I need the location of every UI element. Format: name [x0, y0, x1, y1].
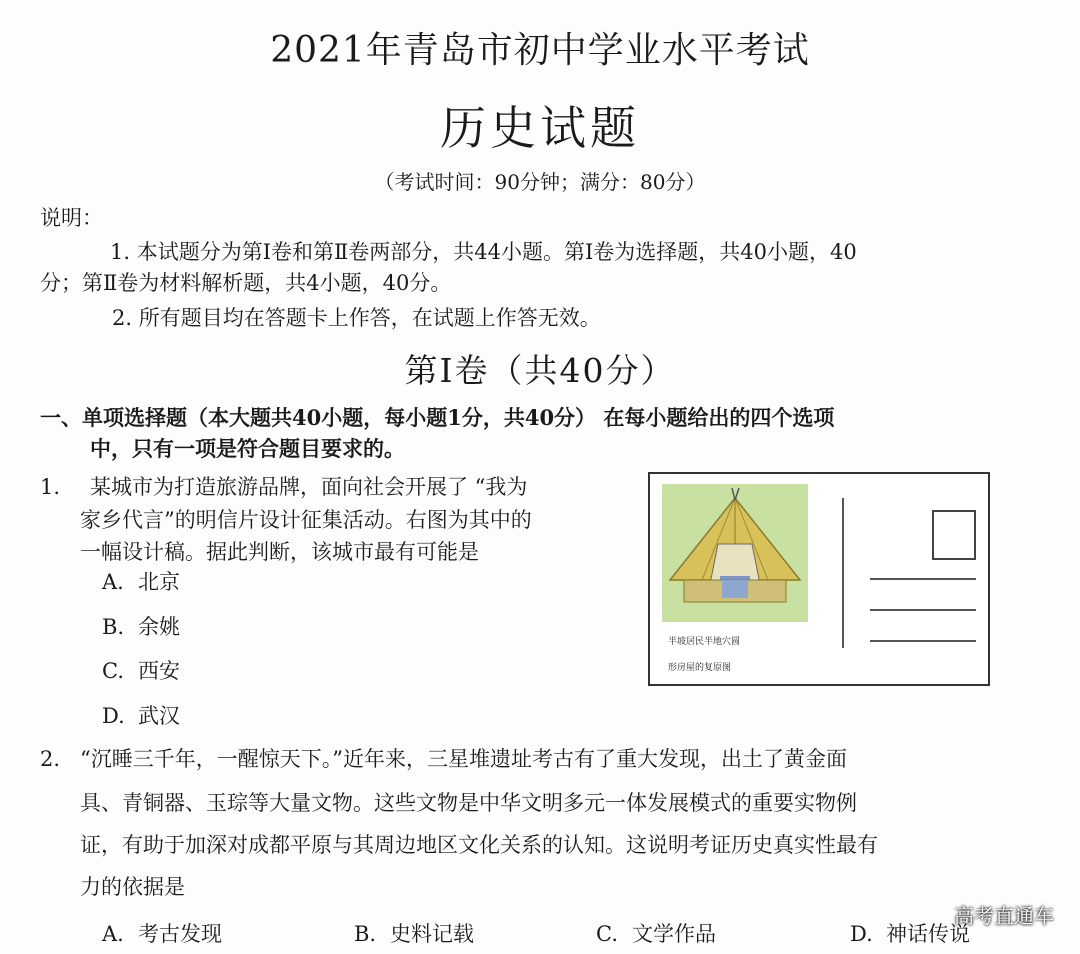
- stamp-box: [932, 510, 976, 560]
- question-number: 2.: [40, 747, 61, 771]
- figure-caption: 形房屋的复原图: [668, 663, 732, 673]
- option-b: [354, 918, 474, 948]
- question-stem-line: 一幅设计稿。据此判断，该城市最有可能是: [80, 540, 479, 564]
- instruction-item-1-line-2: 分；第Ⅱ卷为材料解析题，共4小题，40分。: [40, 271, 452, 295]
- postcard-divider: [842, 498, 844, 648]
- instructions-label: 说明：: [40, 206, 103, 230]
- option-d: [102, 700, 180, 730]
- subject-title: 历史试题: [440, 101, 640, 155]
- option-letter: A.: [102, 570, 124, 594]
- option-text: 史料记载: [390, 922, 474, 946]
- option-text: 余姚: [138, 615, 180, 639]
- option-c: [596, 918, 716, 948]
- option-a: [102, 918, 222, 948]
- question-stem-line: 某城市为打造旅游品牌，面向社会开展了 “我为: [90, 475, 528, 499]
- option-letter: C.: [102, 659, 124, 683]
- question-stem-line: 力的依据是: [80, 875, 185, 899]
- exam-title: 2021年青岛市初中学业水平考试: [270, 30, 810, 71]
- part-title: 第Ⅰ卷（共40分）: [404, 351, 676, 390]
- option-a: [102, 566, 180, 596]
- option-letter: D.: [102, 704, 125, 728]
- option-b: [102, 611, 180, 641]
- section-heading-line-1: 一、单项选择题（本大题共40小题，每小题1分，共40分） 在每小题给出的四个选项: [40, 405, 835, 430]
- postcard-figure: [648, 472, 990, 686]
- address-line: [870, 578, 976, 580]
- figure-caption: 半坡居民半地穴圆: [668, 637, 741, 647]
- question-stem-line: 具、青铜器、玉琮等大量文物。这些文物是中华文明多元一体发展模式的重要实物例: [80, 791, 857, 815]
- address-line: [870, 609, 976, 611]
- option-text: 考古发现: [138, 922, 222, 946]
- option-text: 西安: [138, 659, 180, 683]
- section-heading-line-2: 中，只有一项是符合题目要求的。: [90, 436, 405, 461]
- option-c: [102, 655, 180, 685]
- option-letter: C.: [596, 922, 618, 946]
- hut-illustration: [662, 484, 808, 622]
- option-text: 武汉: [138, 704, 180, 728]
- option-letter: A.: [102, 922, 124, 946]
- question-stem-line: 证，有助于加深对成都平原与其周边地区文化关系的认知。这说明考证历史真实性最有: [80, 833, 878, 857]
- question-number: 1.: [40, 475, 61, 499]
- option-letter: B.: [102, 615, 125, 639]
- option-letter: B.: [354, 922, 377, 946]
- semi-subterranean-hut-drawing: [662, 484, 808, 622]
- watermark: 高考直通车: [954, 904, 1054, 928]
- question-stem-line: “沉睡三千年，一醒惊天下。”近年来，三星堆遗址考古有了重大发现，出土了黄金面: [80, 747, 847, 771]
- option-d: [850, 918, 970, 948]
- option-letter: D.: [850, 922, 873, 946]
- exam-info: （考试时间：90分钟；满分：80分）: [374, 170, 706, 194]
- option-text: 北京: [138, 570, 180, 594]
- instruction-item-1-line-1: 1. 本试题分为第Ⅰ卷和第Ⅱ卷两部分，共44小题。第Ⅰ卷为选择题，共40小题，40: [110, 240, 857, 264]
- address-line: [870, 640, 976, 642]
- instruction-item-2: 2. 所有题目均在答题卡上作答，在试题上作答无效。: [112, 306, 601, 330]
- option-text: 神话传说: [886, 922, 970, 946]
- question-stem-line: 家乡代言”的明信片设计征集活动。右图为其中的: [80, 508, 532, 532]
- option-text: 文学作品: [632, 922, 716, 946]
